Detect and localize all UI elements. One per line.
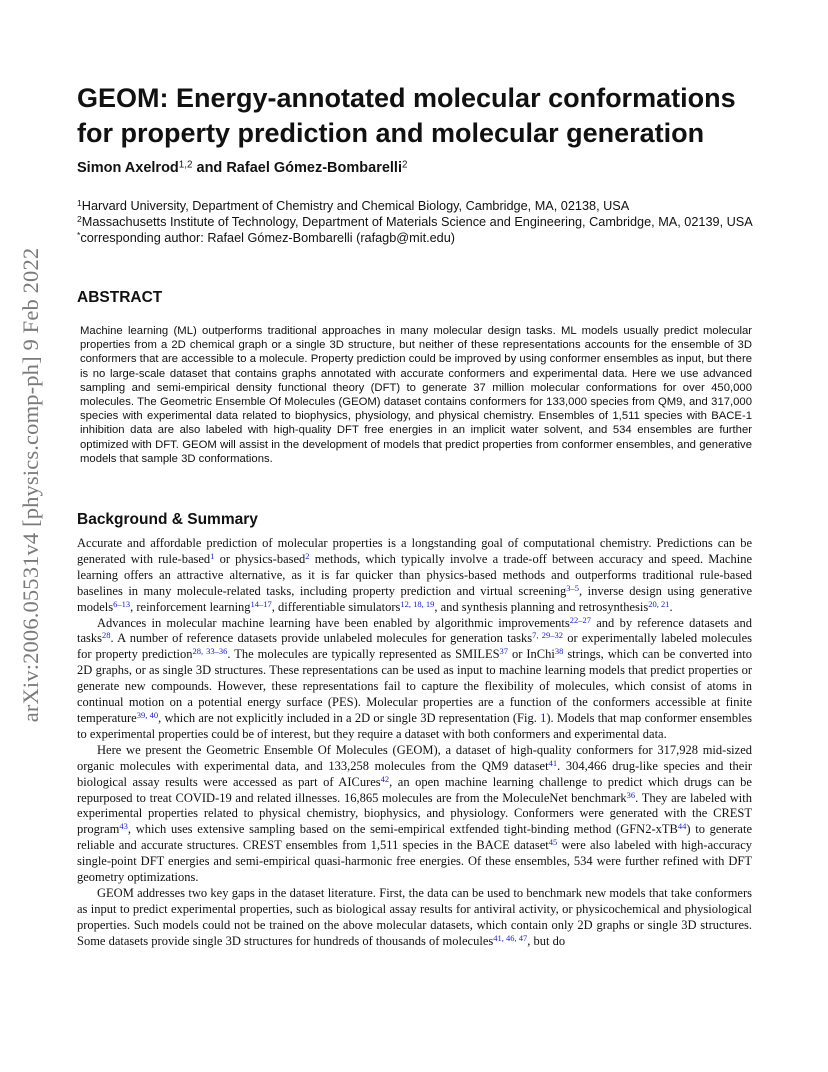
paragraph-text: Advances in molecular machine learning have been enabled by algorithmic improvements [97,615,570,630]
paragraph-text: or physics-based [214,551,306,566]
affiliations [77,198,757,246]
citation-link[interactable]: 6–13 [113,598,131,609]
paragraph-text: methods, which typically involve a trade-off between accuracy and speed. Machine learning offers an attractive alternative, as it is far quicker than physics-based methods and outperforms traditional rule-based baselines in many molecule-related tasks, including property prediction and virtual screening [77,551,753,598]
affiliation-text: Harvard University, Department of Chemistry and Chemical Biology, Cambridge, MA, 02138, USA [81,199,630,213]
abstract-text: Machine learning (ML) outperforms traditional approaches in many molecular design tasks. ML models usually predict molecular properties from a 2D chemical graph or a single 3D structure, but neither of these representations accounts for the ensemble of 3D conformers that are accessible to a molecule. Property prediction could be improved by using conformer ensembles as input, but there is no large-scale dataset that contains graphs annotated with accurate conformers and experimental data. Here we use advanced sampling and semi-empirical density functional theory (DFT) to generate 37 million molecular conformations for over 450,000 molecules. The Geometric Ensemble Of Molecules (GEOM) dataset contains conformers for 133,000 species from QM9, and 317,000 species with experimental data related to biophysics, physiology, and physical chemistry. Ensembles of 1,511 species with BACE-1 inhibition data are also labeled with high-quality DFT free energies in an implicit water solvent, and 534 ensembles are further optimized with DFT. GEOM will assist in the development of models that predict properties from conformer ensembles, and generative models that sample 3D conformations. [80,325,752,465]
citation-link[interactable]: 37 [499,646,509,657]
abstract-heading: ABSTRACT [77,289,163,306]
paragraph-text: , reinforcement learning [130,599,251,614]
paragraph-text: Here we present the Geometric Ensemble Of Molecules (GEOM), a dataset of high-quality conformers for 317,928 mid-sized organic molecules with experimental data, and 133,258 molecules from the QM9 dataset [77,742,752,773]
citation-link[interactable]: 41, 46, 47 [493,932,528,943]
citation-link[interactable]: 12, 18, 19 [400,598,435,609]
affiliation-mark: 2 [77,214,82,225]
affiliation-mark: * [77,230,81,241]
citation-link[interactable]: 22–27 [569,614,591,625]
citation-link[interactable]: 3–5 [566,582,579,593]
paragraph-text: , and synthesis planning and retrosynthesis [434,599,649,614]
citation-link[interactable]: 41 [548,757,558,768]
citation-link[interactable]: 20, 21 [648,598,670,609]
affiliation-text: Massachusetts Institute of Technology, Department of Materials Science and Engineering, Cambridge, MA, 02139, USA [81,215,753,229]
paragraph-text: , but do [527,933,566,948]
citation-link[interactable]: 45 [548,837,558,848]
section-heading-background: Background & Summary [77,511,258,528]
citation-link[interactable]: 42 [380,773,390,784]
paragraph-text: , an open machine learning challenge to predict which drugs can be repurposed to treat COVID-19 and related illnesses. 16,865 molecules are from the MoleculeNet benchmark [77,774,752,805]
author-list [77,160,407,176]
affiliation-mark: 1 [77,198,82,209]
paragraph-text: and by reference datasets and tasks [77,615,752,646]
paragraph-text: Accurate and affordable prediction of molecular properties is a longstanding goal of computational chemistry. Predictions can be generated with rule-based [77,536,752,566]
paragraph-text: or InChi [508,647,555,662]
paragraph-text: , which uses extensive sampling based on the semi-empirical extfended tight-binding method (GFN2-xTB [127,822,678,837]
paragraph-text: , inverse design using generative models [77,583,752,614]
citation-link[interactable]: 14–17 [250,598,272,609]
figure-reference-link[interactable]: 1 [540,710,547,725]
paragraph-text: . The molecules are typically represented as SMILES [227,647,500,662]
paragraph-text: GEOM addresses two key gaps in the dataset literature. First, the data can be used to benchmark new models that take conformers as input to predict experimental properties, such as biological assay results for antiviral activity, or physicochemical and physiological properties. Such models could not be trained on the above molecular datasets, which contain only 2D graphs or single 3D structures. Some datasets provide single 3D structures for hundreds of thousands of molecules [77,885,752,948]
author-affiliation-mark: 2 [402,159,408,171]
body-paragraph [77,536,752,616]
affiliation-text: corresponding author: Rafael Gómez-Bombarelli (rafagb@mit.edu) [80,231,456,245]
citation-link[interactable]: 36 [626,789,636,800]
paragraph-text: were also labeled with high-accuracy single-point DFT energies and semi-empirical quasi-harmonic free energies. Of these ensembles, 534 were further refined with DFT geometry optimizations. [77,838,752,885]
citation-link[interactable]: 2 [305,551,310,562]
affiliation-line [77,230,757,246]
arxiv-identifier-stamp: arXiv:2006.05531v4 [physics.comp-ph] 9 Feb 2022 [18,247,43,723]
affiliation-line [77,198,757,214]
paragraph-text: . 304,466 drug-like species and their biological assay results were accessed as part of AICures [77,758,752,789]
citation-link[interactable]: 1 [210,551,215,562]
body-paragraph [77,743,752,886]
affiliation-line [77,214,757,230]
paragraph-text: , differentiable simulators [271,599,401,614]
paragraph-text: , which are not explicitly included in a 2D or single 3D representation (Fig. [158,710,541,725]
citation-link[interactable]: 7, 29–32 [532,630,563,641]
paper-title: GEOM: Energy-annotated molecular conformations for property prediction and molecular generation [77,83,736,148]
paragraph-text: ). Models that map conformer ensembles to experimental properties could be of interest, but they require a dataset with both conformers and experimental data. [77,710,752,741]
citation-link[interactable]: 28, 33–36 [192,646,228,657]
paragraph-text: strings, which can be converted into 2D graphs, or as single 3D structures. These representations can be used as input to machine learning models that predict properties or generate new compounds. However, these representations fail to capture the flexibility of molecules, which consist of atoms in continual motion on a potential energy surface (PES). Molecular properties are a function of the conformers accessible at finite temperature [77,647,752,725]
author-name: Rafael Gómez-Bombarelli [226,160,402,176]
body-paragraph [77,616,752,743]
author-name: Simon Axelrod [77,160,179,176]
paragraph-text: . [669,599,673,614]
citation-link[interactable]: 38 [554,646,564,657]
citation-link[interactable]: 39, 40 [136,710,159,721]
citation-link[interactable]: 44 [677,821,687,832]
author-joiner: and [192,160,227,176]
paragraph-text: . A number of reference datasets provide unlabeled molecules for generation tasks [110,631,533,646]
paragraph-text: ) to generate reliable and accurate structures. CREST ensembles from 1,511 species in the BACE dataset [77,822,753,853]
paragraph-text: . They are labeled with experimental properties related to physical chemistry, biophysics, and physiology. Conformers were generated with the CREST program [77,790,753,837]
citation-link[interactable]: 28 [102,630,111,641]
author-affiliation-mark: 1,2 [178,159,193,171]
paragraph-text: or experimentally labeled molecules for property prediction [77,631,753,662]
body-paragraph [77,886,752,950]
body-text [77,536,752,950]
citation-link[interactable]: 43 [119,821,128,832]
